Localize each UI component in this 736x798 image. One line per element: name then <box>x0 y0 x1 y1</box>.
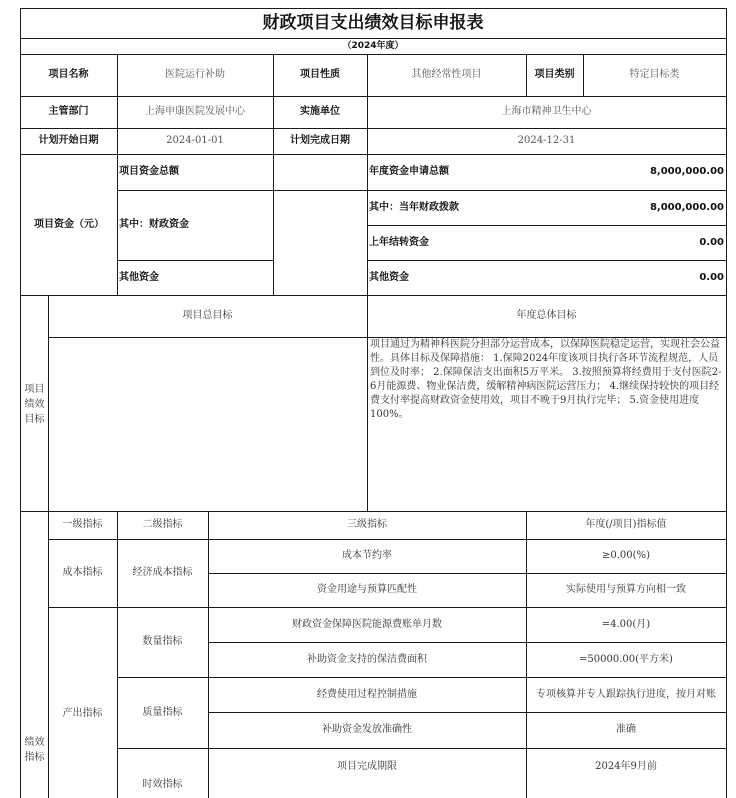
funds-label: 项目资金（元） <box>34 218 104 230</box>
funds-total-label: 项目资金总额 <box>119 166 179 177</box>
level1-header: 一级指标 <box>62 519 103 530</box>
current-fiscal-label: 其中：当年财政拨款 <box>369 201 459 213</box>
l2-quality: 质量指标 <box>142 706 183 718</box>
carryover-value: 0.00 <box>699 236 724 248</box>
indicator-name: 资金用途与预算匹配性 <box>317 584 417 595</box>
overall-goal-text <box>48 337 367 511</box>
annual-other-label: 其他资金 <box>369 271 409 283</box>
annual-total-label: 年度资金申请总额 <box>369 166 449 177</box>
indicator-value: =50000.00(平方米) <box>579 653 673 665</box>
project-name-value: 医院运行补助 <box>165 69 225 80</box>
l2-timeliness: 时效指标 <box>142 779 183 790</box>
start-date-label: 计划开始日期 <box>38 135 99 146</box>
indicators-label: 绩效指标 <box>24 737 45 763</box>
dept-label: 主管部门 <box>48 106 89 117</box>
funds-other-value <box>273 260 367 295</box>
goals-label: 项目绩效目标 <box>24 383 45 425</box>
level3-header: 三级指标 <box>347 519 387 530</box>
annual-other-value: 0.00 <box>699 271 724 283</box>
indicator-value: 准确 <box>616 724 636 735</box>
carryover-label: 上年结转资金 <box>369 236 429 248</box>
project-category-value: 特定目标类 <box>629 69 680 80</box>
funds-fiscal-label: 其中：财政资金 <box>119 219 189 230</box>
indicator-name: 财政资金保障医院能源费账单月数 <box>292 618 442 630</box>
funds-fiscal-value <box>273 190 367 260</box>
end-date-value: 2024-12-31 <box>517 135 576 146</box>
l2-quantity: 数量指标 <box>142 636 183 647</box>
funds-total-value <box>273 154 367 190</box>
start-date-value: 2024-01-01 <box>166 135 224 146</box>
indicator-value: =4.00(月) <box>601 618 651 630</box>
indicator-name: 经费使用过程控制措施 <box>317 688 417 700</box>
indicator-name: 项目完成期限 <box>337 761 397 772</box>
l1-cost: 成本指标 <box>62 567 103 578</box>
unit-value: 上海市精神卫生中心 <box>501 106 592 117</box>
l1-output: 产出指标 <box>62 708 103 719</box>
current-fiscal-value: 8,000,000.00 <box>649 201 724 213</box>
l2-econ-cost: 经济成本指标 <box>132 567 193 578</box>
indicator-name: 补助资金发放准确性 <box>322 724 412 735</box>
indicator-value: 实际使用与预算方向相一致 <box>566 584 686 595</box>
project-name-label: 项目名称 <box>48 69 89 80</box>
form-title: 财政项目支出绩效目标申报表 <box>262 13 484 33</box>
unit-label: 实施单位 <box>300 106 340 117</box>
project-category-label: 项目类别 <box>534 69 575 80</box>
indicator-name: 补助资金支持的保洁费面积 <box>307 653 427 665</box>
project-nature-value: 其他经常性项目 <box>411 69 482 80</box>
indicator-name: 成本节约率 <box>342 550 392 561</box>
project-nature-label: 项目性质 <box>300 69 340 80</box>
annual-goal-header: 年度总体目标 <box>516 310 577 321</box>
indicator-value: ≥0.00(%) <box>602 550 650 561</box>
form-year: （2024年度） <box>342 41 404 51</box>
overall-goal-header: 项目总目标 <box>182 310 233 321</box>
funds-other-label: 其他资金 <box>119 271 159 283</box>
value-header: 年度(/项目)指标值 <box>585 519 667 530</box>
indicator-value: 专项核算并专人跟踪执行进度，按月对账 <box>536 688 716 700</box>
dept-value: 上海申康医院发展中心 <box>145 106 245 117</box>
annual-goal-text: 项目通过为精神科医院分担部分运营成本，以保障医院稳定运营，实现社会公益性。具体目标及保障措施： 1.保障2024年度该项目执行各环节流程规范，人员到位及时率； 2.保障保洁支出面积5万平米。 3.按照预算将经费用于支付医院2-6月能源费、物业保洁费，缓解精神病医院运营压力； 4.继续保持较快的项目经费支付率提高财政资金使用效，项目不晚于9月执行完毕； 5.资金使用进度100%。 <box>370 339 722 420</box>
level2-header: 二级指标 <box>142 519 183 530</box>
end-date-label: 计划完成日期 <box>290 135 350 146</box>
annual-total-value: 8,000,000.00 <box>649 166 724 177</box>
indicator-value: 2024年9月前 <box>595 761 657 772</box>
